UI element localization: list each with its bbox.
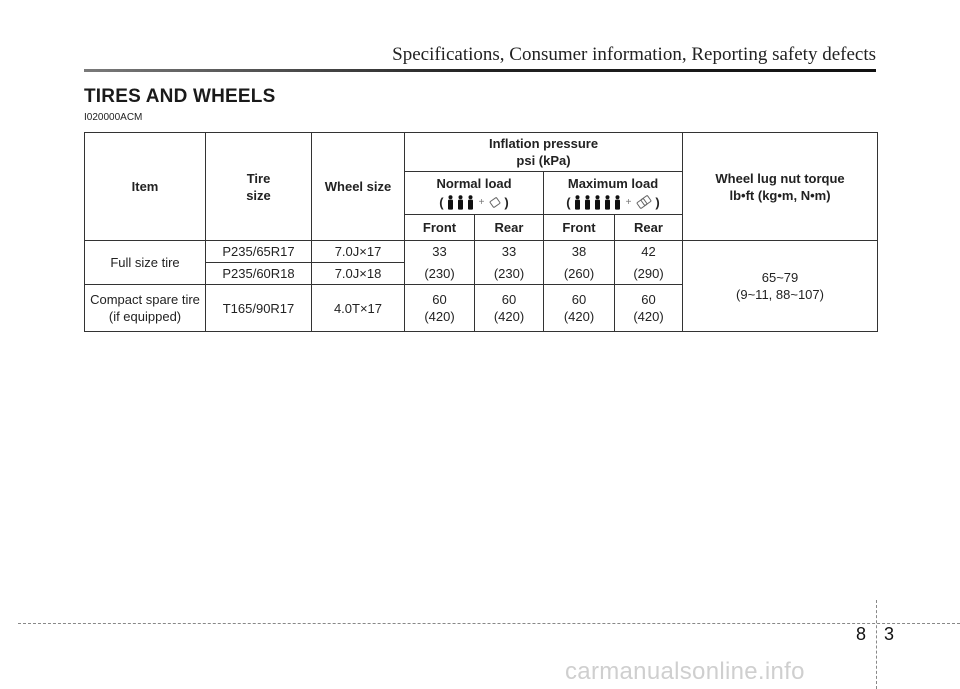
running-header: Specifications, Consumer information, Reporting safety defects xyxy=(392,44,876,65)
plus-sign: + xyxy=(625,196,632,208)
header-inflation-pressure xyxy=(405,133,683,172)
header-wheel-size: Wheel size xyxy=(312,133,405,241)
header-rule xyxy=(84,69,876,72)
luggage-small-icon xyxy=(489,196,501,208)
paren-close: ) xyxy=(504,194,509,210)
tire-size-b: P235/60R18 xyxy=(206,263,312,285)
person-icon xyxy=(457,195,464,210)
torque-value-line2: (9~11, 88~107) xyxy=(736,287,824,302)
compact-spare-line1: Compact spare tire xyxy=(90,292,200,307)
max-front-psi: 38 xyxy=(544,241,615,263)
chapter-number: 8 xyxy=(856,624,867,644)
normal-front-psi: 33 xyxy=(405,241,475,263)
tire-size-a: P235/65R17 xyxy=(206,241,312,263)
compact-max-rear-psi: 60 xyxy=(641,292,656,307)
header-maximum-load xyxy=(544,172,683,215)
compact-wheel-size: 4.0T×17 xyxy=(312,285,405,332)
header-tire-size xyxy=(206,133,312,241)
max-rear-psi: 42 xyxy=(615,241,683,263)
compact-tire-size: T165/90R17 xyxy=(206,285,312,332)
footer-divider xyxy=(876,600,877,689)
header-max-rear: Rear xyxy=(615,215,683,241)
person-icon xyxy=(467,195,474,210)
item-compact-spare-tire xyxy=(85,285,206,332)
header-lug-nut-torque xyxy=(683,133,878,241)
torque-value-line1: 65~79 xyxy=(761,270,799,285)
compact-normal-rear-psi: 60 xyxy=(501,292,517,307)
compact-normal-front-psi: 60 xyxy=(432,292,447,307)
tire-spec-table xyxy=(84,132,878,332)
watermark: carmanualsonline.info xyxy=(565,658,805,685)
header-max-front: Front xyxy=(544,215,615,241)
header-normal-load xyxy=(405,172,544,215)
normal-load-icons xyxy=(439,194,509,211)
compact-max-front-kpa: (420) xyxy=(563,309,595,324)
compact-normal-front-kpa: (420) xyxy=(424,309,455,324)
paren-open: ( xyxy=(566,194,571,210)
header-normal-front: Front xyxy=(405,215,475,241)
header-tire-size-line1: Tire xyxy=(246,170,271,186)
max-front-kpa: (260) xyxy=(544,263,615,285)
compact-max-rear-kpa: (420) xyxy=(633,309,664,324)
paren-close: ) xyxy=(655,194,660,210)
compact-normal-front xyxy=(405,285,475,332)
page-number: 3 xyxy=(884,624,895,644)
wheel-size-b: 7.0J×18 xyxy=(312,263,405,285)
maximum-load-label: Maximum load xyxy=(567,176,659,192)
header-item: Item xyxy=(85,133,206,241)
wheel-size-a: 7.0J×17 xyxy=(312,241,405,263)
compact-normal-rear-kpa: (420) xyxy=(493,309,525,324)
table-row xyxy=(85,241,878,263)
person-icon xyxy=(574,195,581,210)
section-code: I020000ACM xyxy=(84,112,143,123)
normal-rear-psi: 33 xyxy=(475,241,544,263)
footer-dashed-rule xyxy=(18,623,960,624)
luggage-large-icon xyxy=(636,195,652,210)
normal-load-label: Normal load xyxy=(436,176,512,192)
header-torque-line1: Wheel lug nut torque xyxy=(715,170,845,186)
plus-sign: + xyxy=(478,196,485,208)
person-icon xyxy=(614,195,621,210)
header-inflation-line1: Inflation pressure xyxy=(488,136,599,151)
compact-normal-rear xyxy=(475,285,544,332)
max-rear-kpa: (290) xyxy=(615,263,683,285)
compact-spare-line2: (if equipped) xyxy=(108,309,182,324)
header-tire-size-line2: size xyxy=(246,187,271,203)
item-full-size-tire: Full size tire xyxy=(85,241,206,285)
person-icon xyxy=(594,195,601,210)
normal-front-kpa: (230) xyxy=(405,263,475,285)
person-icon xyxy=(584,195,591,210)
paren-open: ( xyxy=(439,194,444,210)
header-inflation-line2: psi (kPa) xyxy=(516,153,571,168)
section-title: TIRES AND WHEELS xyxy=(84,86,276,107)
header-torque-line2: lb•ft (kg•m, N•m) xyxy=(729,187,831,203)
person-icon xyxy=(447,195,454,210)
header-normal-rear: Rear xyxy=(475,215,544,241)
person-icon xyxy=(604,195,611,210)
compact-max-front xyxy=(544,285,615,332)
normal-rear-kpa: (230) xyxy=(475,263,544,285)
compact-max-rear xyxy=(615,285,683,332)
compact-max-front-psi: 60 xyxy=(571,292,587,307)
torque-value xyxy=(683,241,878,332)
maximum-load-icons xyxy=(566,194,660,211)
